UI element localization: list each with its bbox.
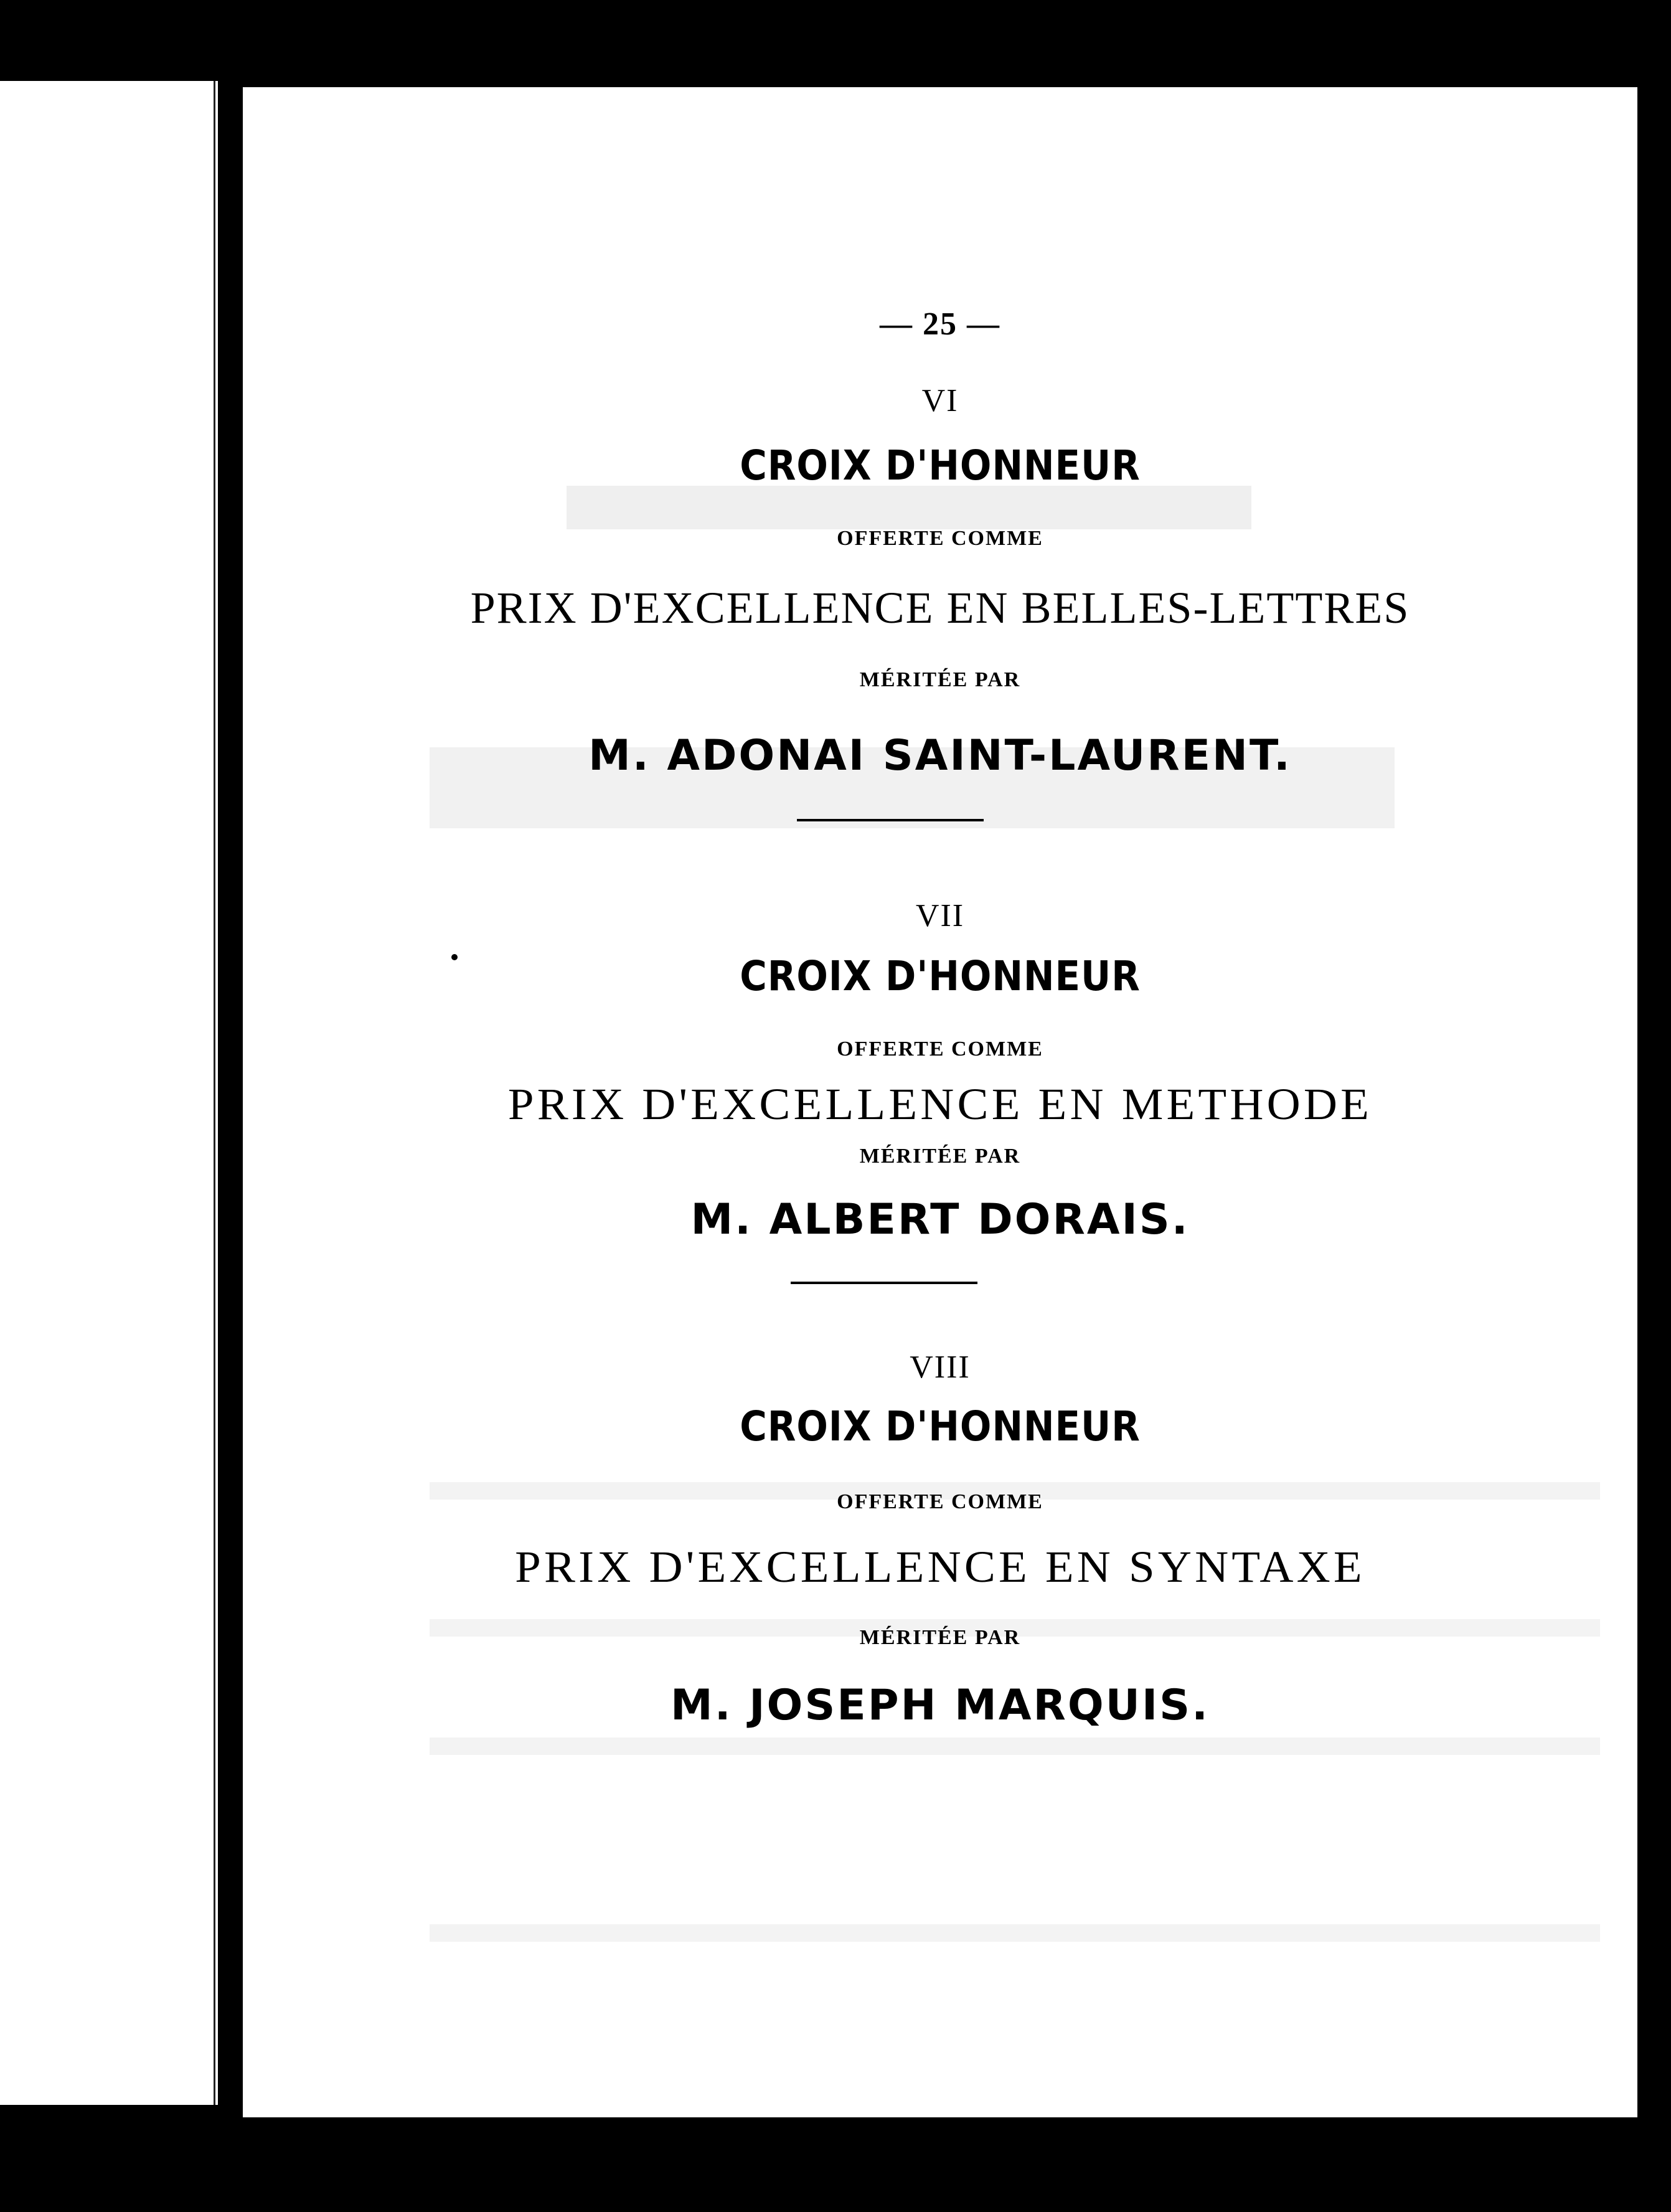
page-content (243, 87, 1637, 2117)
award-numeral: VI (921, 383, 959, 418)
award-earned-by: MÉRITÉE PAR (859, 668, 1021, 691)
document-page (243, 87, 1637, 2117)
scan-speck (451, 954, 458, 960)
award-title: CROIX D'HONNEUR (740, 442, 1141, 489)
award-prize: PRIX D'EXCELLENCE EN SYNTAXE (515, 1542, 1365, 1592)
award-prize: PRIX D'EXCELLENCE EN BELLES-LETTRES (470, 583, 1410, 633)
section-divider (791, 1282, 977, 1284)
award-numeral: VII (915, 898, 965, 933)
award-prize: PRIX D'EXCELLENCE EN METHODE (507, 1079, 1373, 1129)
award-recipient: M. JOSEPH MARQUIS. (671, 1681, 1210, 1730)
award-title: CROIX D'HONNEUR (740, 952, 1141, 1000)
page-edge-line (214, 81, 215, 2105)
page-number: — 25 — (880, 306, 1000, 342)
book-gutter (218, 0, 243, 2212)
award-recipient: M. ADONAI SAINT-LAURENT. (588, 731, 1292, 780)
award-earned-by: MÉRITÉE PAR (859, 1145, 1021, 1168)
section-divider (797, 819, 984, 821)
award-title: CROIX D'HONNEUR (740, 1402, 1141, 1450)
award-offered-as: OFFERTE COMME (837, 1037, 1043, 1061)
award-earned-by: MÉRITÉE PAR (859, 1626, 1021, 1649)
award-offered-as: OFFERTE COMME (837, 527, 1043, 550)
award-offered-as: OFFERTE COMME (837, 1490, 1043, 1513)
award-numeral: VIII (910, 1349, 971, 1385)
award-recipient: M. ALBERT DORAIS. (690, 1195, 1190, 1244)
facing-page-edge (0, 81, 218, 2105)
